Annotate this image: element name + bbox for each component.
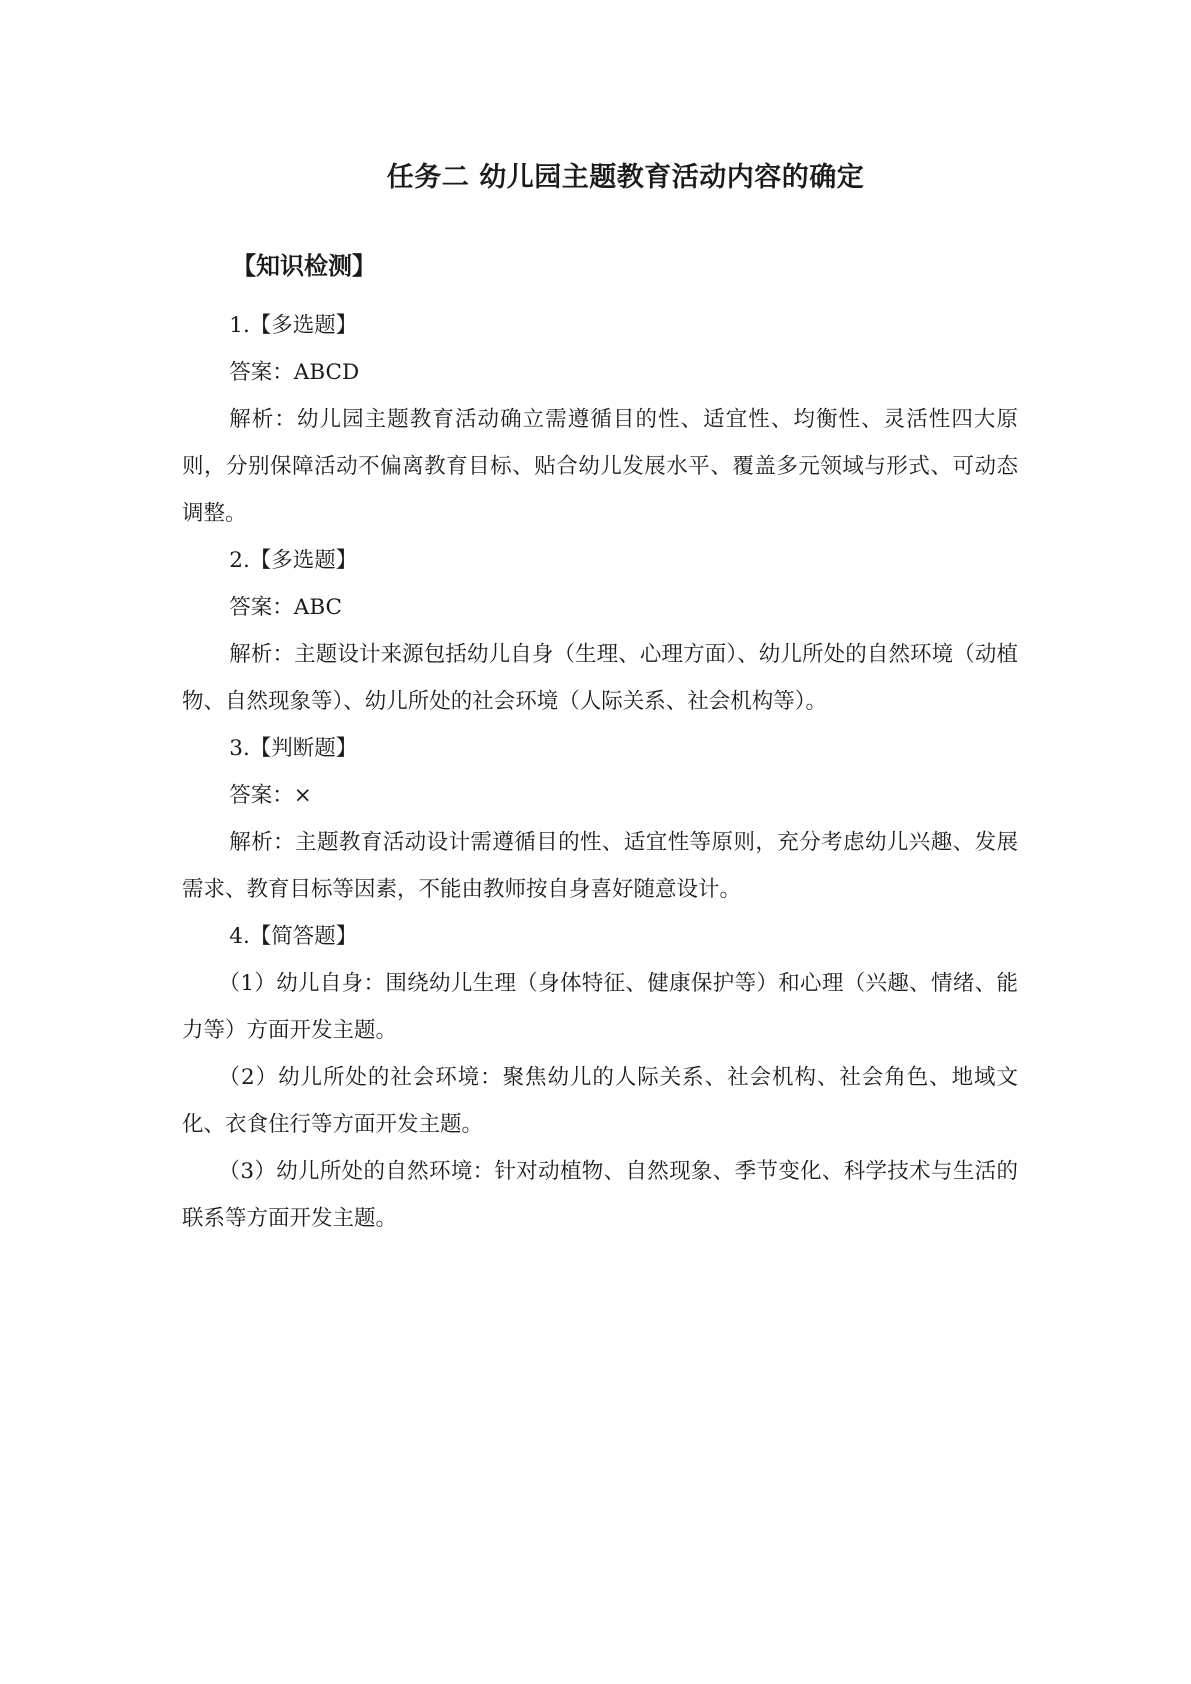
question-answer: 答案：ABC (229, 595, 342, 620)
question-number: 3.【判断题】 (229, 736, 358, 761)
answer-point: （1）幼儿自身：围绕幼儿生理（身体特征、健康保护等）和心理（兴趣、情绪、能力等）方面开发主题。 (182, 971, 1018, 1043)
question-number: 2.【多选题】 (229, 548, 358, 573)
document-body (182, 302, 1018, 1242)
question-number: 1.【多选题】 (229, 313, 358, 338)
question-analysis: 解析：幼儿园主题教育活动确立需遵循目的性、适宜性、均衡性、灵活性四大原则，分别保障活动不偏离教育目标、贴合幼儿发展水平、覆盖多元领域与形式、可动态调整。 (182, 407, 1018, 526)
page-title: 任务二 幼儿园主题教育活动内容的确定 (386, 162, 865, 193)
question-answer: 答案：ABCD (229, 360, 360, 385)
question-answer: 答案：× (229, 783, 312, 808)
question-number: 4.【简答题】 (229, 924, 358, 949)
answer-point: （2）幼儿所处的社会环境：聚焦幼儿的人际关系、社会机构、社会角色、地域文化、衣食住行等方面开发主题。 (182, 1065, 1018, 1137)
question-analysis: 解析：主题设计来源包括幼儿自身（生理、心理方面）、幼儿所处的自然环境（动植物、自然现象等）、幼儿所处的社会环境（人际关系、社会机构等）。 (182, 642, 1018, 714)
section-heading: 【知识检测】 (232, 252, 376, 280)
question-analysis: 解析：主题教育活动设计需遵循目的性、适宜性等原则，充分考虑幼儿兴趣、发展需求、教育目标等因素，不能由教师按自身喜好随意设计。 (182, 830, 1018, 902)
answer-point: （3）幼儿所处的自然环境：针对动植物、自然现象、季节变化、科学技术与生活的联系等方面开发主题。 (182, 1159, 1018, 1231)
